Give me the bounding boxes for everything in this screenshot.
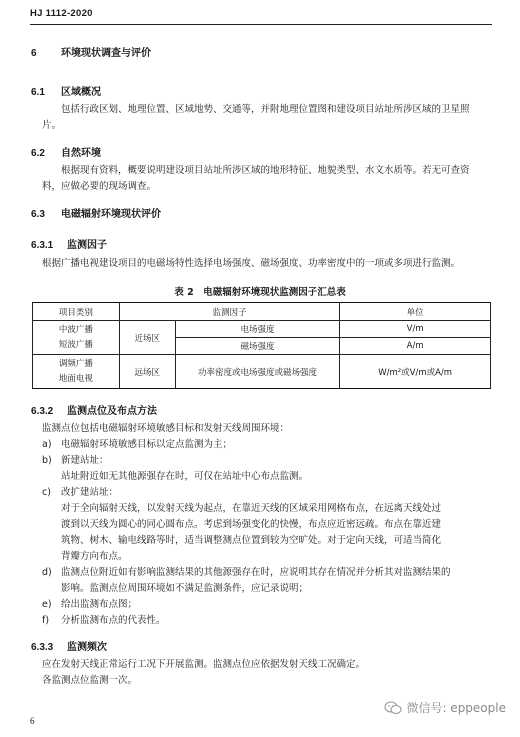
table-caption: 表 2 电磁辐射环境现状监测因子汇总表 <box>174 287 346 298</box>
section-6-3-1-heading <box>31 236 107 251</box>
section-number: 6 <box>31 48 37 59</box>
zone-cell: 近场区 <box>119 321 175 355</box>
section-title: 区域概况 <box>61 87 101 98</box>
list-marker: f) <box>42 615 50 626</box>
list-item <box>42 485 441 565</box>
zone-cell: 远场区 <box>119 355 175 389</box>
section-title: 监测点位及布点方法 <box>67 406 157 417</box>
section-6-2-heading <box>31 144 101 159</box>
table-header: 单位 <box>340 303 491 321</box>
table-row <box>33 321 491 338</box>
page-number: 6 <box>30 716 35 726</box>
list-text: 影响。监测点位周围环境如不满足监测条件，应记录说明； <box>61 583 309 594</box>
section-6-heading <box>31 44 151 59</box>
unit-cell: V/m <box>340 321 491 338</box>
list-marker: b) <box>42 455 52 466</box>
paragraph-line: 各监测点位监测一次。 <box>42 675 138 686</box>
list-item <box>42 565 451 597</box>
list-item <box>42 613 166 629</box>
section-number: 6.3.3 <box>31 642 54 653</box>
list-text: 站址附近如无其他源强存在时，可仅在站址中心布点监测。 <box>61 471 309 482</box>
list-marker: e) <box>42 599 52 610</box>
standard-code: HJ 1112-2020 <box>30 8 93 19</box>
list-text: 分析监测布点的代表性。 <box>61 615 166 626</box>
table-header: 监测因子 <box>119 303 339 321</box>
category-name: 短波广播 <box>58 339 93 350</box>
paragraph-line: 根据现有资料，概要说明建设项目站址所涉区域的地形特征、地貌类型、水文水质等。若无可查资 <box>61 165 470 176</box>
list-text: 给出监测布点图； <box>61 599 138 610</box>
factor-cell: 功率密度或电场强度或磁场强度 <box>175 355 340 389</box>
list-text: 渡到以天线为圆心的同心圆布点。考虑到场强变化的快慢，布点应近密远疏。布点在靠近建 <box>61 519 442 530</box>
list-item <box>42 437 232 453</box>
table-header: 项目类别 <box>33 303 120 321</box>
list-marker: c) <box>42 487 51 498</box>
section-number: 6.3.1 <box>31 240 54 251</box>
section-number: 6.2 <box>31 148 45 159</box>
list-marker: a) <box>42 439 52 450</box>
watermark-text: 微信号: eppeople <box>406 701 506 715</box>
section-title: 监测频次 <box>67 642 107 653</box>
monitoring-factor-table <box>32 302 491 389</box>
list-text: 监测点位附近如有影响监测结果的其他源强存在时，应说明其存在情况并分析其对监测结果的 <box>61 567 451 578</box>
section-number: 6.1 <box>31 87 45 98</box>
category-name: 调频广播 <box>58 358 93 369</box>
section-6-3-heading <box>31 205 161 220</box>
category-cell <box>33 321 120 355</box>
table-row <box>33 355 491 389</box>
list-text: 电磁辐射环境敏感目标以定点监测为主； <box>61 439 233 450</box>
section-number: 6.3.2 <box>31 406 54 417</box>
header-rule <box>30 24 492 25</box>
section-title: 电磁辐射环境现状评价 <box>61 209 161 220</box>
list-text: 改扩建站址： <box>61 487 119 498</box>
list-text: 新建站址： <box>61 455 109 466</box>
section-number: 6.3 <box>31 209 45 220</box>
list-text: 筑物、树木、输电线路等时，适当调整测点位置到较为空旷处。对于定向天线，可适当简化 <box>61 535 442 546</box>
section-6-3-3-heading <box>31 638 107 653</box>
paragraph-line: 监测点位包括电磁辐射环境敏感目标和发射天线周围环境： <box>42 423 290 434</box>
list-item <box>42 453 308 485</box>
table-header-row <box>33 303 491 321</box>
factor-cell: 电场强度 <box>175 321 340 338</box>
section-title: 自然环境 <box>61 148 101 159</box>
section-6-3-2-heading <box>31 402 157 417</box>
list-item <box>42 597 137 613</box>
wechat-icon <box>384 701 402 715</box>
list-text: 对于全向辐射天线，以发射天线为起点，在靠近天线的区域采用网格布点，在远离天线处过 <box>61 503 442 514</box>
unit-cell: A/m <box>340 338 491 355</box>
category-name: 中波广播 <box>58 324 93 335</box>
paragraph-line: 包括行政区划、地理位置、区域地势、交通等，并附地理位置图和建设项目站址所涉区域的卫星照 <box>61 104 470 115</box>
list-text: 背瓣方向布点。 <box>61 551 128 562</box>
paragraph-line: 片。 <box>42 120 62 131</box>
watermark <box>384 699 506 716</box>
section-title: 环境现状调查与评价 <box>61 48 151 59</box>
section-title: 监测因子 <box>67 240 107 251</box>
unit-cell: W/m²或V/m或A/m <box>340 355 491 389</box>
factor-cell: 磁场强度 <box>175 338 340 355</box>
section-6-1-heading <box>31 83 101 98</box>
paragraph-line: 根据广播电视建设项目的电磁场特性选择电场强度、磁场强度、功率密度中的一项或多项进行监测。 <box>42 258 461 269</box>
paragraph-line: 应在发射天线正常运行工况下开展监测。监测点位应依据发射天线工况确定。 <box>42 659 366 670</box>
category-name: 地面电视 <box>58 373 93 384</box>
list-marker: d) <box>42 567 52 578</box>
paragraph-line: 料，应做必要的现场调查。 <box>42 181 157 192</box>
category-cell <box>33 355 120 389</box>
